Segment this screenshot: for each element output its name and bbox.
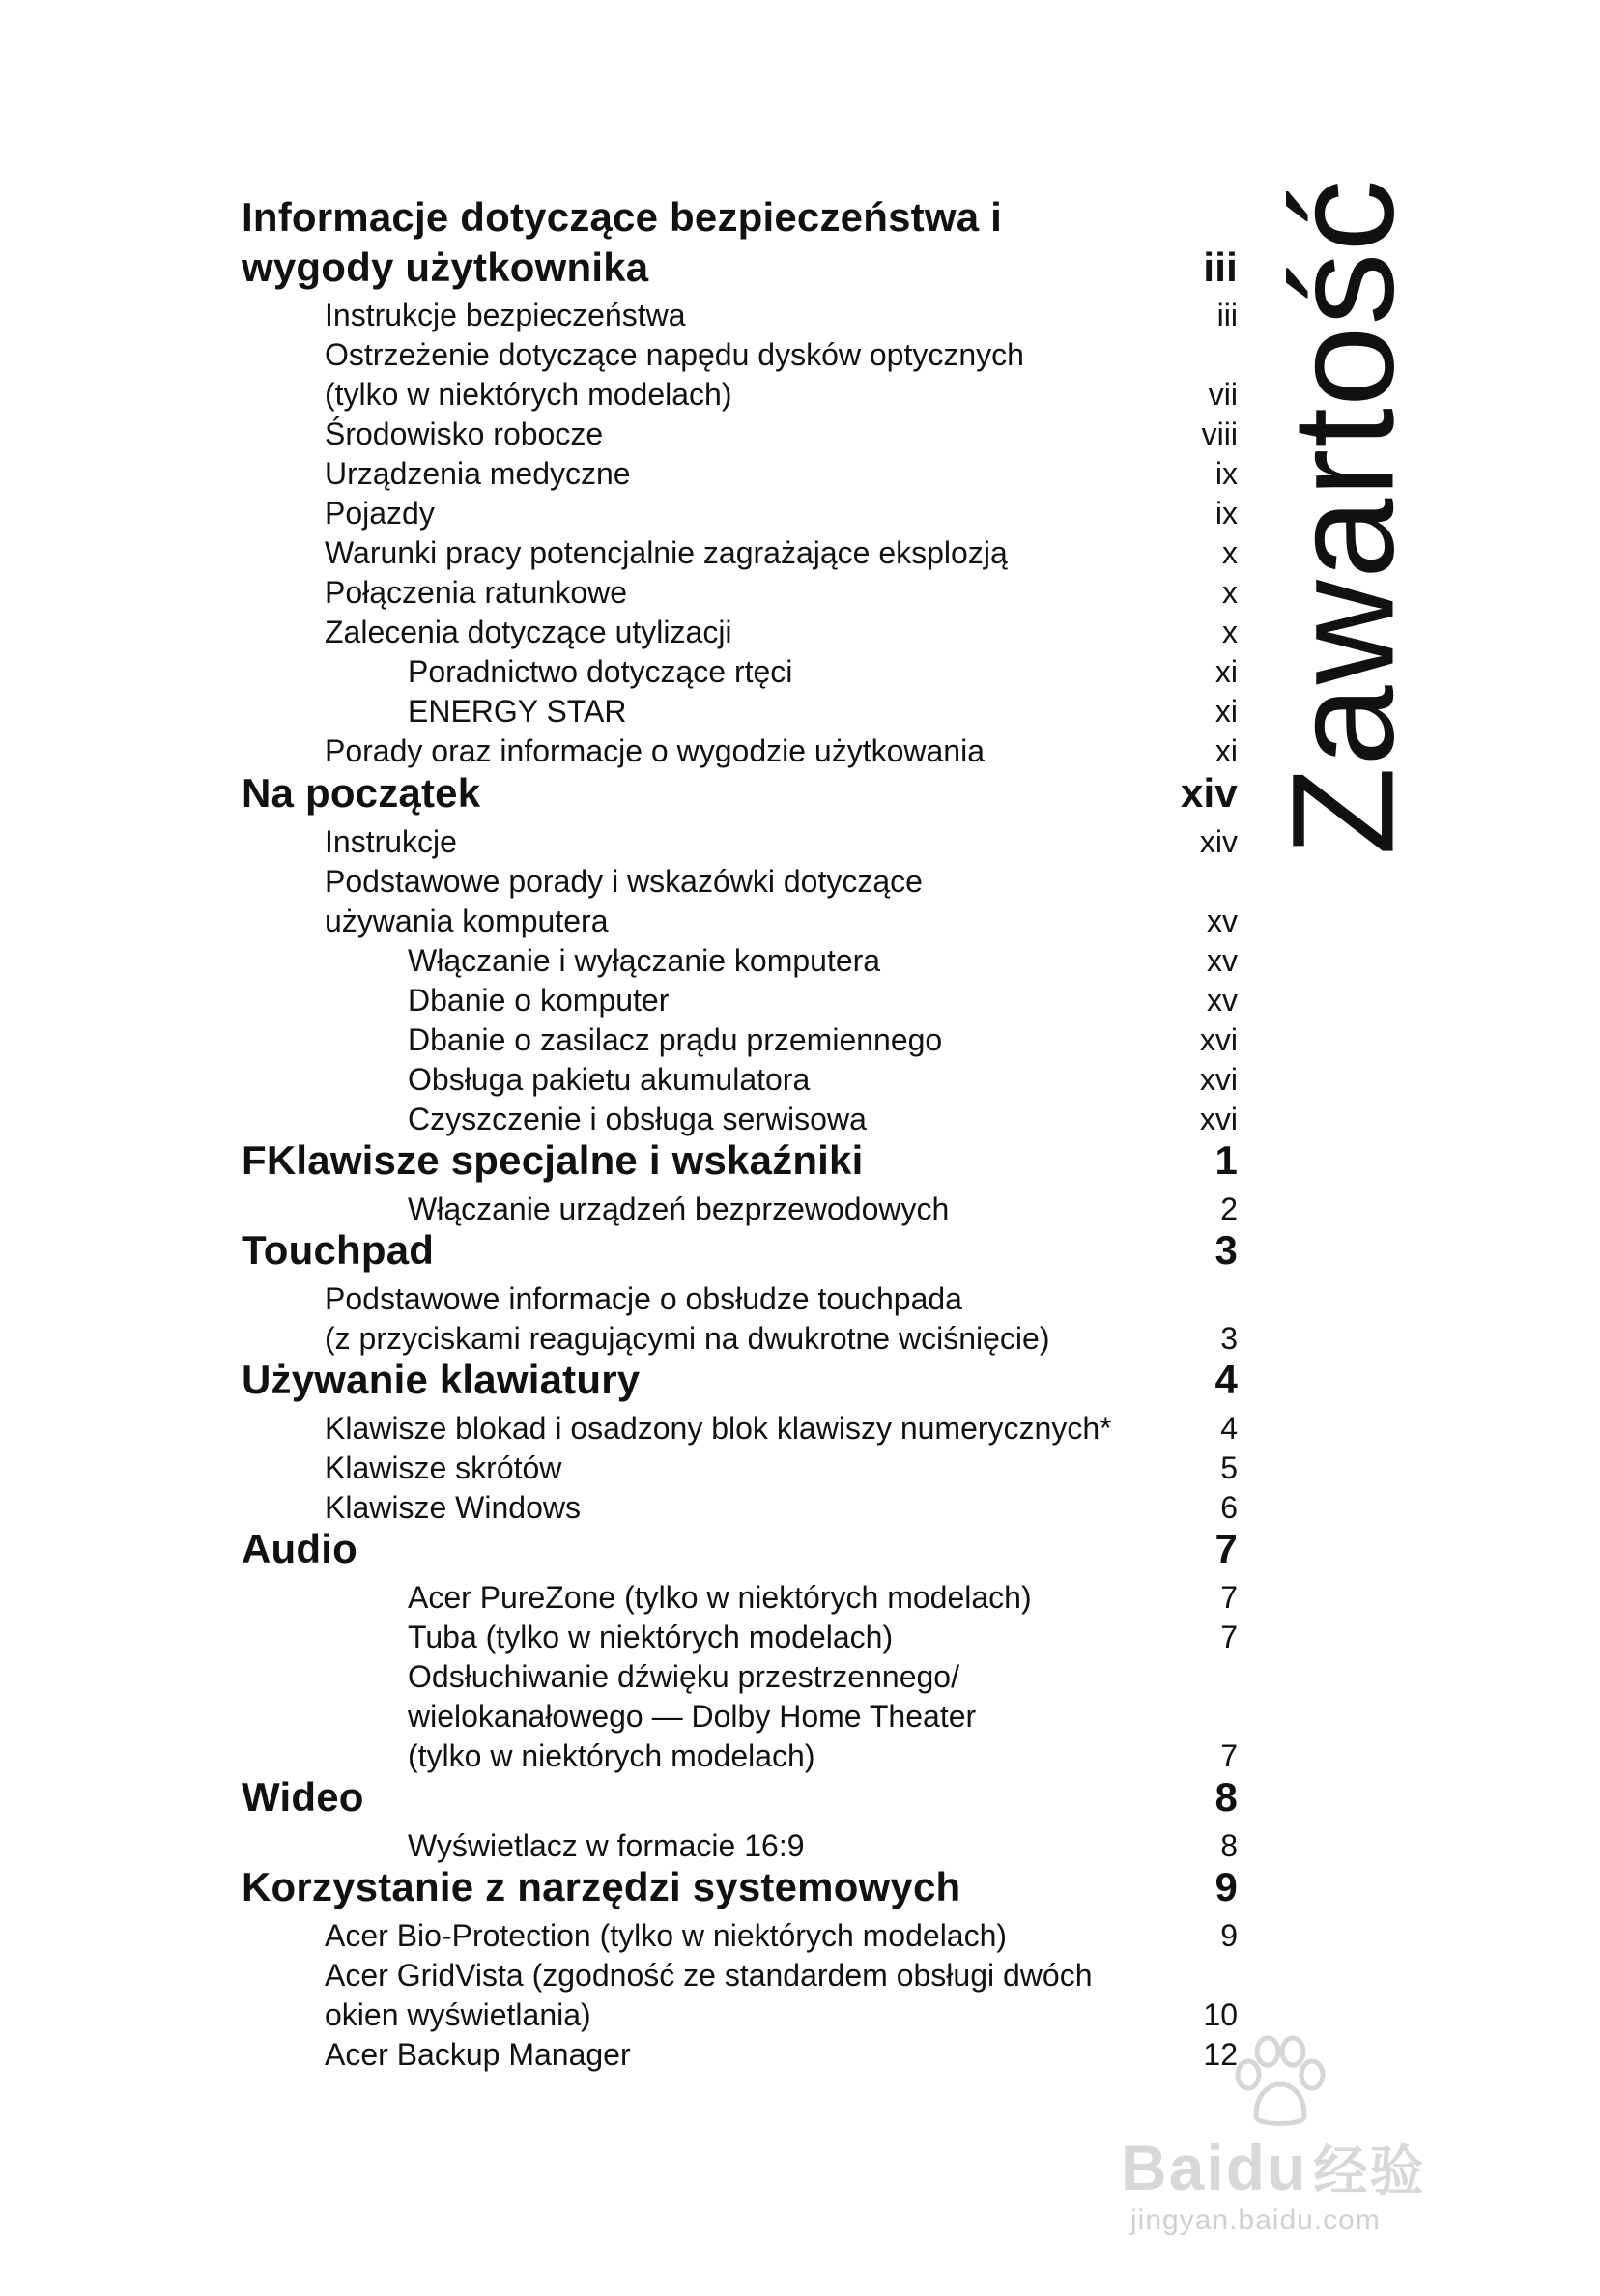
toc-page: 3 (1214, 1227, 1238, 1273)
toc-label: Acer Bio-Protection (tylko w niektórych modelach) (325, 1918, 1008, 1953)
toc-page: xiv (1181, 770, 1238, 816)
toc-label: Zalecenia dotyczące utylizacji (325, 615, 732, 649)
toc-page: xi (1214, 733, 1238, 768)
toc-page: ix (1214, 496, 1238, 531)
toc-label: Wideo (242, 1774, 364, 1820)
toc-label: Podstawowe porady i wskazówki dotyczące (325, 864, 923, 899)
watermark-url: jingyan.baidu.com (1130, 2204, 1381, 2236)
watermark-brand-du: du (1225, 2132, 1308, 2203)
toc-label: (tylko w niektórych modelach) (408, 1738, 815, 1773)
toc-label: Obsługa pakietu akumulatora (408, 1062, 811, 1097)
toc-label: Środowisko robocze (325, 416, 604, 451)
toc-label: Pojazdy (325, 496, 435, 531)
toc-label: Włączanie i wyłączanie komputera (408, 943, 881, 978)
toc-label: Touchpad (242, 1227, 435, 1273)
toc-label: Podstawowe informacje o obsłudze touchpada (325, 1281, 962, 1316)
toc-label: Wyświetlacz w formacie 16:9 (408, 1828, 805, 1863)
toc-label: Używanie klawiatury (242, 1357, 641, 1402)
toc-label: Czyszczenie i obsługa serwisowa (408, 1102, 867, 1136)
toc-label: Acer Backup Manager (325, 2037, 631, 2072)
toc-label: Włączanie urządzeń bezprzewodowych (408, 1191, 950, 1226)
toc-label: Urządzenia medyczne (325, 456, 631, 491)
toc-page: 12 (1203, 2037, 1238, 2072)
toc-page: ix (1214, 456, 1238, 491)
toc-page: 10 (1203, 1997, 1238, 2032)
toc-label: Dbanie o komputer (408, 983, 670, 1018)
toc-page: 4 (1214, 1357, 1238, 1402)
toc-label: Acer GridVista (zgodność ze standardem obsługi dwóch (325, 1958, 1093, 1993)
toc-page: 8 (1220, 1828, 1238, 1863)
toc-page: vii (1208, 377, 1238, 412)
toc-page: x (1222, 575, 1238, 610)
toc-label: Połączenia ratunkowe (325, 575, 628, 610)
toc-label: Instrukcje bezpieczeństwa (325, 298, 686, 332)
toc-label: wygody użytkownika (242, 244, 649, 290)
toc-label: Klawisze skrótów (325, 1450, 562, 1485)
toc-page: 7 (1220, 1738, 1238, 1773)
toc-page: 7 (1214, 1526, 1238, 1571)
toc-label: Acer PureZone (tylko w niektórych modelach) (408, 1580, 1032, 1615)
toc-page: xv (1207, 983, 1238, 1018)
toc-page: xvi (1199, 1062, 1238, 1097)
toc-label: Poradnictwo dotyczące rtęci (408, 654, 793, 689)
watermark-brand (1121, 2129, 1425, 2206)
toc-label: okien wyświetlania) (325, 1997, 591, 2032)
toc-page: 3 (1220, 1321, 1238, 1356)
toc-label: wielokanałowego — Dolby Home Theater (408, 1699, 977, 1734)
toc-label: Korzystanie z narzędzi systemowych (242, 1864, 961, 1909)
baidu-watermark (1121, 2024, 1527, 2237)
toc-page: x (1222, 615, 1238, 649)
toc-page: 8 (1214, 1774, 1238, 1820)
toc-label: Porady oraz informacje o wygodzie użytkowania (325, 733, 985, 768)
toc-label: FKlawisze specjalne i wskaźniki (242, 1137, 864, 1183)
toc-page: viii (1201, 416, 1238, 451)
toc-page: xv (1207, 904, 1238, 938)
watermark-brand-cn: 经验 (1313, 2140, 1426, 2201)
toc-page: xi (1214, 654, 1238, 689)
toc-page: iii (1216, 298, 1238, 332)
toc-label: Informacje dotyczące bezpieczeństwa i (242, 194, 1003, 240)
toc-label: ENERGY STAR (408, 694, 627, 729)
toc-page: 7 (1220, 1580, 1238, 1615)
toc-label: Tuba (tylko w niektórych modelach) (408, 1620, 894, 1654)
toc-label: (tylko w niektórych modelach) (325, 377, 732, 412)
toc-page: 7 (1220, 1620, 1238, 1654)
toc-page: xi (1214, 694, 1238, 729)
toc-page: 9 (1220, 1918, 1238, 1953)
toc-page: xiv (1199, 824, 1238, 859)
toc-page: 9 (1214, 1864, 1238, 1909)
toc-label: Dbanie o zasilacz prądu przemiennego (408, 1022, 943, 1057)
toc-page: 6 (1220, 1490, 1238, 1525)
toc-label: Audio (242, 1526, 357, 1571)
toc-label: Odsłuchiwanie dźwięku przestrzennego/ (408, 1659, 959, 1694)
toc-label: używania komputera (325, 904, 609, 938)
toc-label: (z przyciskami reagującymi na dwukrotne wciśnięcie) (325, 1321, 1050, 1356)
toc-page: 4 (1220, 1411, 1238, 1446)
toc-page: xvi (1199, 1022, 1238, 1057)
toc-page: iii (1203, 244, 1238, 290)
page-title-text: Zawartość (1261, 178, 1424, 856)
toc-page: x (1222, 535, 1238, 570)
toc-page: 2 (1220, 1191, 1238, 1226)
toc-label: Klawisze Windows (325, 1490, 581, 1525)
toc-label: Klawisze blokad i osadzony blok klawiszy numerycznych* (325, 1411, 1112, 1446)
toc-page: xv (1207, 943, 1238, 978)
toc-page: xvi (1199, 1102, 1238, 1136)
page-title (1261, 178, 1424, 856)
toc-label: Na początek (242, 770, 481, 816)
toc-label: Instrukcje (325, 824, 457, 859)
watermark-brand-bai: Bai (1121, 2132, 1226, 2203)
toc-page: 1 (1214, 1137, 1238, 1183)
paw-icon (1227, 2034, 1333, 2131)
toc-label: Warunki pracy potencjalnie zagrażające eksplozją (325, 535, 1008, 570)
toc-label: Ostrzeżenie dotyczące napędu dysków optycznych (325, 337, 1024, 372)
toc-page: 5 (1220, 1450, 1238, 1485)
